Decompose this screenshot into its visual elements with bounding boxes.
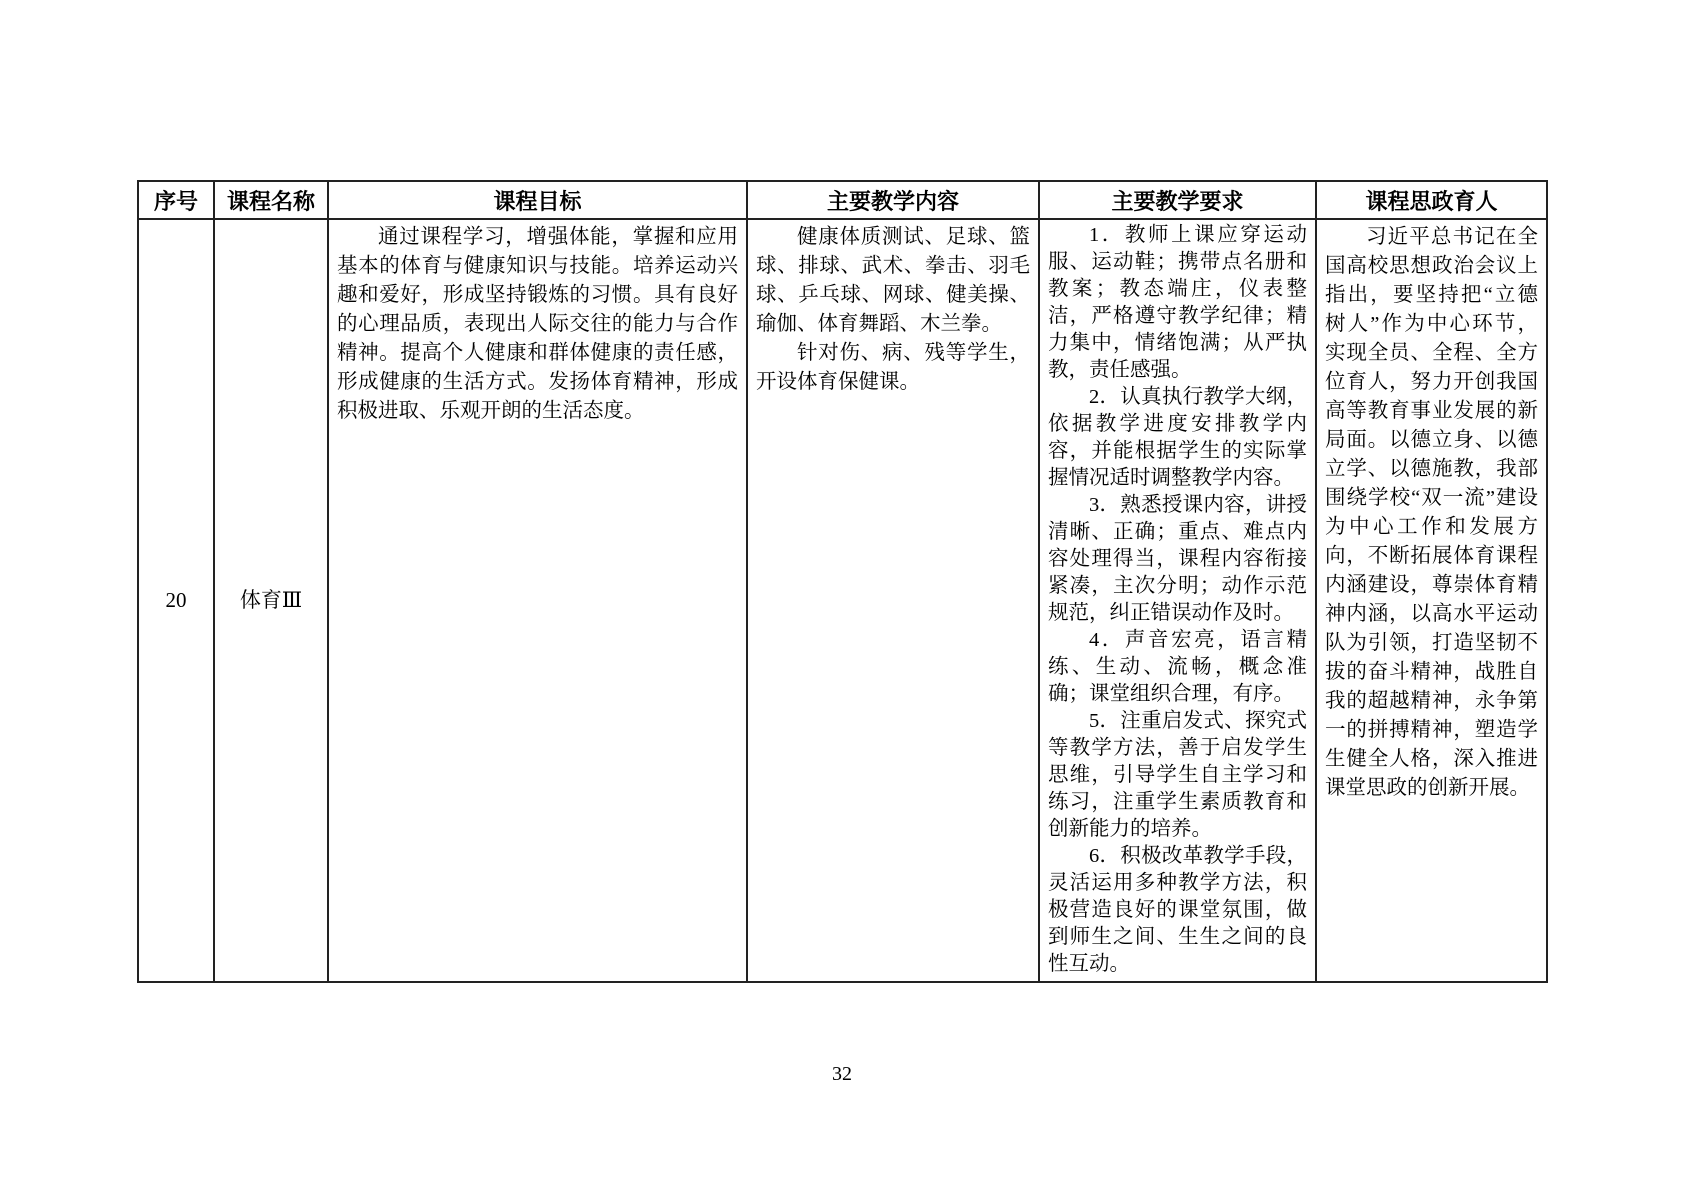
content-paragraph: 健康体质测试、足球、篮球、排球、武术、拳击、羽毛球、乒乓球、网球、健美操、瑜伽、体育舞蹈、木兰拳。: [756, 226, 1030, 335]
requirement-item: 3．熟悉授课内容，讲授清晰、正确；重点、难点内容处理得当，课程内容衔接紧凑，主次分明；动作示范规范，纠正错误动作及时。: [1048, 494, 1307, 624]
table-row: [138, 219, 1547, 982]
cell-objectives: [328, 219, 747, 982]
column-header-course-name: 课程名称: [214, 181, 328, 219]
cell-course-name: 体育Ⅲ: [214, 219, 328, 982]
ideology-paragraph: 习近平总书记在全国高校思想政治会议上指出，要坚持把“立德树人”作为中心环节，实现全员、全程、全方位育人，努力开创我国高等教育事业发展的新局面。以德立身、以德立学、以德施教，我部围绕学校“双一流”建设为中心工作和发展方向，不断拓展体育课程内涵建设，尊崇体育精神内涵，以高水平运动队为引领，打造坚韧不拔的奋斗精神，战胜自我的超越精神，永争第一的拼搏精神，塑造学生健全人格，深入推进课堂思政的创新开展。: [1325, 226, 1538, 799]
column-header-requirements: 主要教学要求: [1039, 181, 1316, 219]
column-header-content: 主要教学内容: [747, 181, 1039, 219]
objectives-paragraph: 通过课程学习，增强体能，掌握和应用基本的体育与健康知识与技能。培养运动兴趣和爱好，形成坚持锻炼的习惯。具有良好的心理品质，表现出人际交往的能力与合作精神。提高个人健康和群体健康的责任感，形成健康的生活方式。发扬体育精神，形成积极进取、乐观开朗的生活态度。: [337, 226, 738, 422]
requirement-item: 4．声音宏亮，语言精练、生动、流畅，概念准确；课堂组织合理，有序。: [1048, 629, 1307, 705]
cell-ideology: [1316, 219, 1547, 982]
column-header-ideology: 课程思政育人: [1316, 181, 1547, 219]
page-number: 32: [832, 1063, 852, 1085]
requirement-item: 2．认真执行教学大纲，依据教学进度安排教学内容，并能根据学生的实际掌握情况适时调整教学内容。: [1048, 386, 1307, 489]
cell-content: [747, 219, 1039, 982]
course-table: [137, 180, 1548, 983]
requirement-item: 6．积极改革教学手段，灵活运用多种教学方法，积极营造良好的课堂氛围，做到师生之间、生生之间的良性互动。: [1048, 845, 1307, 975]
column-header-seq: 序号: [138, 181, 214, 219]
content-paragraph: 针对伤、病、残等学生，开设体育保健课。: [756, 342, 1030, 393]
requirement-item: 5．注重启发式、探究式等教学方法，善于启发学生思维，引导学生自主学习和练习，注重学生素质教育和创新能力的培养。: [1048, 710, 1307, 840]
cell-requirements: [1039, 219, 1316, 982]
requirement-item: 1．教师上课应穿运动服、运动鞋；携带点名册和教案；教态端庄，仪表整洁，严格遵守教学纪律；精力集中，情绪饱满；从严执教，责任感强。: [1048, 224, 1307, 381]
table-header-row: [138, 181, 1547, 219]
cell-seq: 20: [138, 219, 214, 982]
column-header-objectives: 课程目标: [328, 181, 747, 219]
